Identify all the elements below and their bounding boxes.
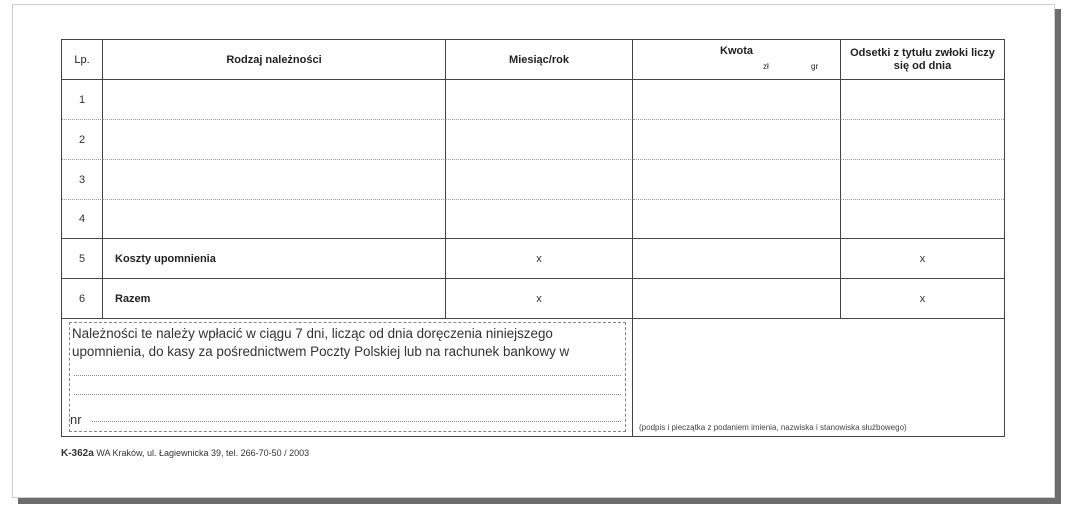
row-rodzaj-field: [103, 160, 446, 200]
header-kwota-gr: gr: [811, 62, 819, 71]
payment-notice-table: [61, 39, 1005, 437]
account-number-label: nr: [70, 412, 82, 427]
row-odsetki-field: [841, 160, 1004, 200]
signature-caption: (podpis i pieczątka z podaniem imienia, nazwiska i stanowiska służbowego): [639, 423, 907, 432]
header-rodzaj: Rodzaj należności: [103, 40, 446, 80]
row-miesiac-cross: x: [446, 279, 633, 319]
row-kwota-field: [633, 239, 841, 279]
row-number: 5: [62, 239, 103, 279]
header-kwota: [633, 40, 841, 80]
row-kwota-field: [633, 120, 841, 160]
row-miesiac-field: [446, 200, 633, 239]
header-kwota-zl: zł: [763, 62, 769, 71]
header-kwota-title: Kwota: [720, 45, 753, 57]
form-footer: [61, 448, 309, 459]
row-rodzaj-field: [103, 200, 446, 239]
form-code: K-362a: [61, 448, 94, 459]
row-odsetki-cross: x: [841, 239, 1004, 279]
header-odsetki: Odsetki z tytułu zwłoki liczy się od dnia: [841, 40, 1004, 80]
row-rodzaj-field: [103, 80, 446, 120]
header-lp: Lp.: [62, 40, 103, 80]
row-kwota-field: [633, 200, 841, 239]
row-number: 2: [62, 120, 103, 160]
row-miesiac-field: [446, 120, 633, 160]
signature-area: [633, 319, 1004, 436]
row-miesiac-cross: x: [446, 239, 633, 279]
bank-name-line-1: [74, 375, 621, 376]
header-miesiac: Miesiąc/rok: [446, 40, 633, 80]
payment-instructions-box: [69, 322, 626, 432]
row-number: 6: [62, 279, 103, 319]
row-odsetki-cross: x: [841, 279, 1004, 319]
row-miesiac-field: [446, 80, 633, 120]
form-publisher: WA Kraków, ul. Łagiewnicka 39, tel. 266-70-50 / 2003: [96, 448, 310, 458]
account-number-line: [92, 421, 621, 422]
row-kwota-field: [633, 160, 841, 200]
row-rodzaj-field: [103, 120, 446, 160]
row-odsetki-field: [841, 120, 1004, 160]
row-number: 4: [62, 200, 103, 239]
row-razem-label: Razem: [103, 279, 446, 319]
row-kwota-field: [633, 279, 841, 319]
payment-instructions-area: [62, 319, 633, 436]
row-miesiac-field: [446, 160, 633, 200]
row-odsetki-field: [841, 200, 1004, 239]
row-number: 1: [62, 80, 103, 120]
bank-name-line-2: [74, 394, 621, 395]
row-koszty-label: Koszty upomnienia: [103, 239, 446, 279]
row-odsetki-field: [841, 80, 1004, 120]
row-kwota-field: [633, 80, 841, 120]
payment-instructions-text: Należności te należy wpłacić w ciągu 7 dni, licząc od dnia doręczenia niniejszego upomnienia, do kasy za pośrednictwem Poczty Polskiej lub na rachunek bankowy w: [72, 326, 570, 359]
row-number: 3: [62, 160, 103, 200]
